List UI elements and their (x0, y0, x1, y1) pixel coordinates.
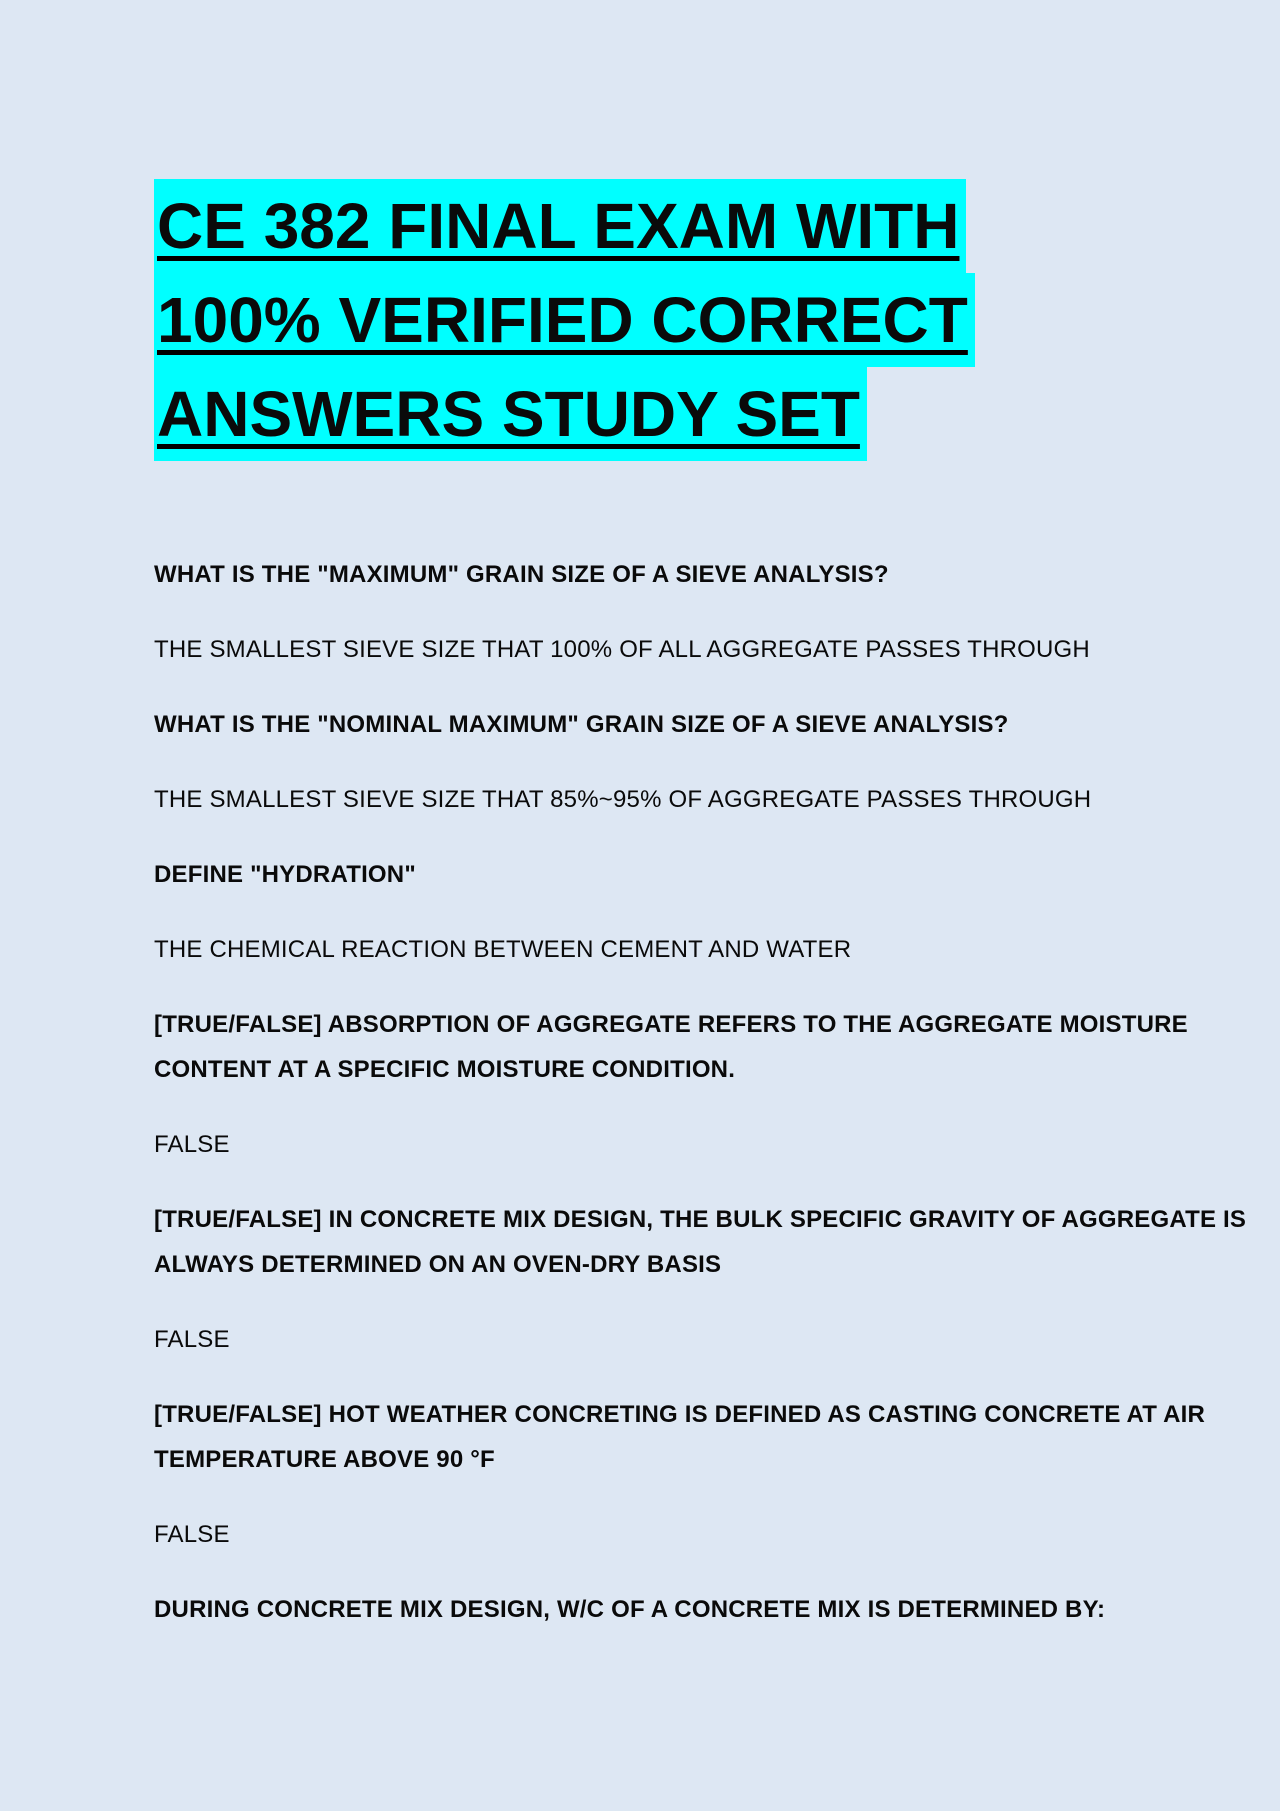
text-line: WHAT IS THE "MAXIMUM" GRAIN SIZE OF A SIEVE ANALYSIS? (154, 561, 889, 588)
text-line: THE SMALLEST SIEVE SIZE THAT 85%~95% OF AGGREGATE PASSES THROUGH (154, 786, 1092, 813)
text-line: THE CHEMICAL REACTION BETWEEN CEMENT AND WATER (154, 936, 852, 963)
answer-paragraph (154, 777, 1280, 822)
question-paragraph (154, 1392, 1280, 1482)
text-line: THE SMALLEST SIEVE SIZE THAT 100% OF ALL AGGREGATE PASSES THROUGH (154, 636, 1090, 663)
document-title (154, 179, 1280, 461)
text-line: WHAT IS THE "NOMINAL MAXIMUM" GRAIN SIZE OF A SIEVE ANALYSIS? (154, 711, 1009, 738)
text-line: CONTENT AT A SPECIFIC MOISTURE CONDITION. (154, 1056, 736, 1083)
text-line: [TRUE/FALSE] HOT WEATHER CONCRETING IS DEFINED AS CASTING CONCRETE AT AIR (154, 1401, 1206, 1428)
text-line: FALSE (154, 1131, 230, 1158)
question-paragraph (154, 552, 1280, 597)
text-line: DEFINE "HYDRATION" (154, 861, 416, 888)
qa-list (154, 552, 1280, 1632)
question-paragraph (154, 852, 1280, 897)
answer-paragraph (154, 1512, 1280, 1557)
title-line-text: ANSWERS STUDY SET (157, 378, 860, 450)
title-line-text: CE 382 FINAL EXAM WITH (157, 190, 960, 262)
answer-paragraph (154, 1317, 1280, 1362)
text-line: ALWAYS DETERMINED ON AN OVEN-DRY BASIS (154, 1251, 722, 1278)
title-line (154, 367, 867, 461)
question-paragraph (154, 1197, 1280, 1287)
question-paragraph (154, 1587, 1280, 1632)
text-line: [TRUE/FALSE] IN CONCRETE MIX DESIGN, THE BULK SPECIFIC GRAVITY OF AGGREGATE IS (154, 1206, 1247, 1233)
text-line: DURING CONCRETE MIX DESIGN, W/C OF A CONCRETE MIX IS DETERMINED BY: (154, 1596, 1106, 1623)
answer-paragraph (154, 1122, 1280, 1167)
question-paragraph (154, 1002, 1280, 1092)
title-line (154, 273, 975, 367)
title-line (154, 179, 966, 273)
question-paragraph (154, 702, 1280, 747)
answer-paragraph (154, 627, 1280, 672)
text-line: TEMPERATURE ABOVE 90 °F (154, 1446, 495, 1473)
text-line: [TRUE/FALSE] ABSORPTION OF AGGREGATE REFERS TO THE AGGREGATE MOISTURE (154, 1011, 1188, 1038)
text-line: FALSE (154, 1521, 230, 1548)
text-line: FALSE (154, 1326, 230, 1353)
title-line-text: 100% VERIFIED CORRECT (157, 284, 968, 356)
answer-paragraph (154, 927, 1280, 972)
